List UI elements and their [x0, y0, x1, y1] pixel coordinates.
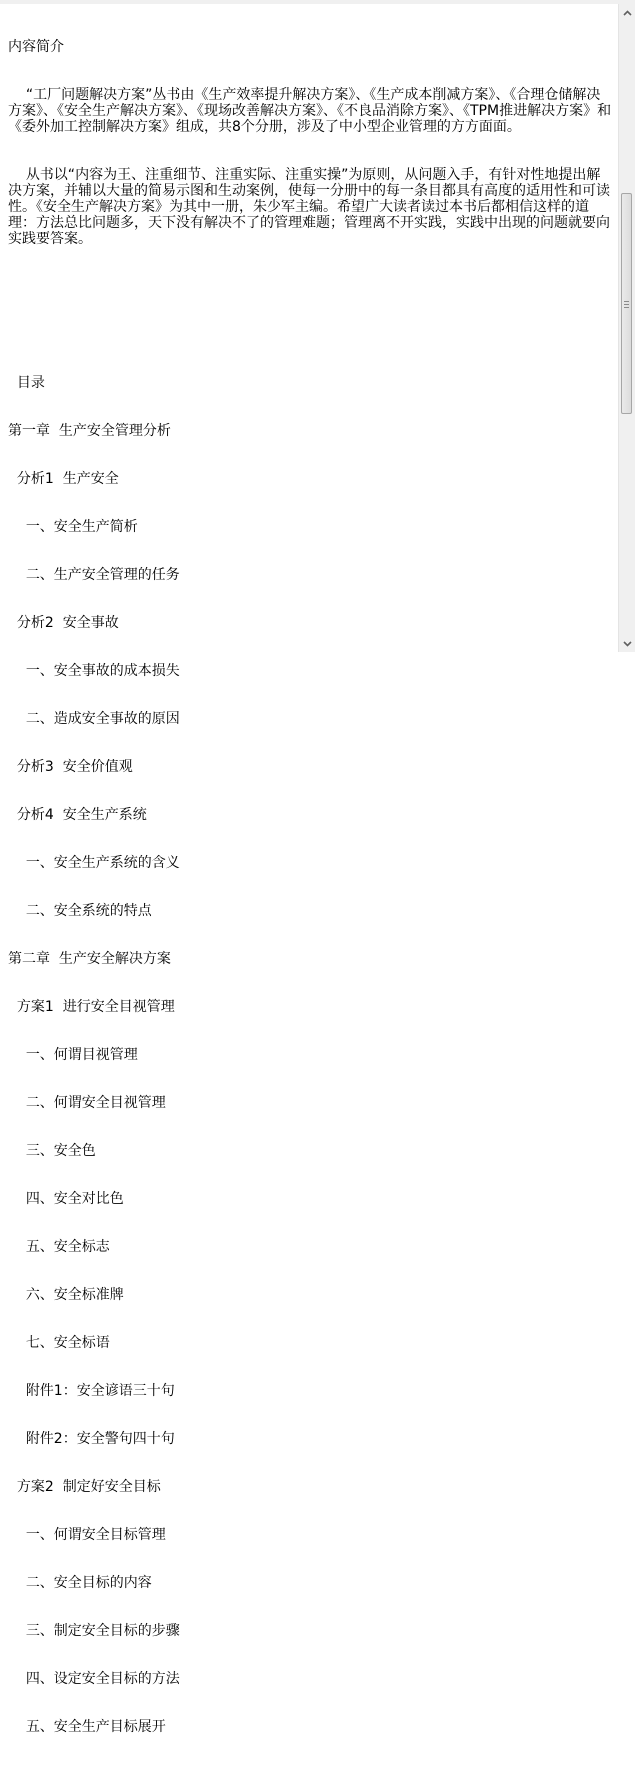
doc-line: 二、造成安全事故的原因	[8, 711, 180, 727]
scroll-up-button[interactable]	[619, 4, 635, 21]
chevron-up-icon	[623, 10, 632, 16]
doc-line: 四、设定安全目标的方法	[8, 1671, 180, 1687]
doc-line	[8, 279, 613, 295]
chevron-down-icon	[623, 641, 632, 647]
document-body	[0, 4, 613, 1767]
doc-line: 一、何谓安全目标管理	[8, 1527, 166, 1543]
text-viewer[interactable]	[0, 4, 618, 1735]
grip-line	[624, 301, 629, 302]
doc-line: 从书以“内容为王、注重细节、注重实际、注重实操”为原则，从问题入手，有针对性地提出解决方案，并辅以大量的简易示图和生动案例，使每一分册中的每一条目都具有高度的适用性和可读性。《安全生产解决方案》为其中一册，朱少军主编。希望广大读者读过本书后都相信这样的道理：方法总比问题多，天下没有解决不了的管理难题；管理离不开实践，实践中出现的问题就要向实践要答案。	[8, 167, 610, 247]
doc-line: 四、安全对比色	[8, 1191, 124, 1207]
doc-line: 分析4 安全生产系统	[8, 807, 147, 823]
doc-line: 一、安全生产系统的含义	[8, 855, 180, 871]
grip-line	[624, 307, 629, 308]
doc-line: 二、何谓安全目视管理	[8, 1095, 166, 1111]
scroll-down-button[interactable]	[619, 635, 635, 652]
doc-line: 五、安全生产目标展开	[8, 1719, 166, 1735]
doc-line: 三、安全色	[8, 1143, 96, 1159]
doc-line: 六、安全标准牌	[8, 1287, 124, 1303]
doc-line: 五、安全标志	[8, 1239, 110, 1255]
doc-line: 内容简介	[8, 39, 64, 55]
doc-line	[8, 327, 613, 343]
doc-line: 附件1：安全谚语三十句	[8, 1383, 175, 1399]
doc-line: 三、制定安全目标的步骤	[8, 1623, 180, 1639]
doc-line: 第二章 生产安全解决方案	[8, 951, 171, 967]
doc-line: 一、何谓目视管理	[8, 1047, 138, 1063]
doc-line: 二、安全系统的特点	[8, 903, 152, 919]
doc-line: 目录	[8, 375, 45, 391]
doc-line: 附件2：安全警句四十句	[8, 1431, 175, 1447]
vertical-scrollbar[interactable]	[618, 4, 635, 652]
doc-line: 第一章 生产安全管理分析	[8, 423, 171, 439]
doc-line: 方案2 制定好安全目标	[8, 1479, 161, 1495]
doc-line: 二、生产安全管理的任务	[8, 567, 180, 583]
doc-line: “工厂问题解决方案”丛书由《生产效率提升解决方案》、《生产成本削减方案》、《合理仓储解决方案》、《安全生产解决方案》、《现场改善解决方案》、《不良品消除方案》、《TPM推进解决方案》和《委外加工控制解决方案》组成，共8个分册，涉及了中小型企业管理的方方面面。	[8, 87, 612, 135]
doc-line: 一、安全生产简析	[8, 519, 138, 535]
doc-line: 分析1 生产安全	[8, 471, 119, 487]
doc-line: 二、安全目标的内容	[8, 1575, 152, 1591]
doc-line: 方案1 进行安全目视管理	[8, 999, 175, 1015]
doc-line: 分析2 安全事故	[8, 615, 119, 631]
doc-line: 七、安全标语	[8, 1335, 110, 1351]
scroll-thumb[interactable]	[621, 193, 632, 414]
doc-line: 一、安全事故的成本损失	[8, 663, 180, 679]
grip-line	[624, 304, 629, 305]
doc-line: 分析3 安全价值观	[8, 759, 133, 775]
